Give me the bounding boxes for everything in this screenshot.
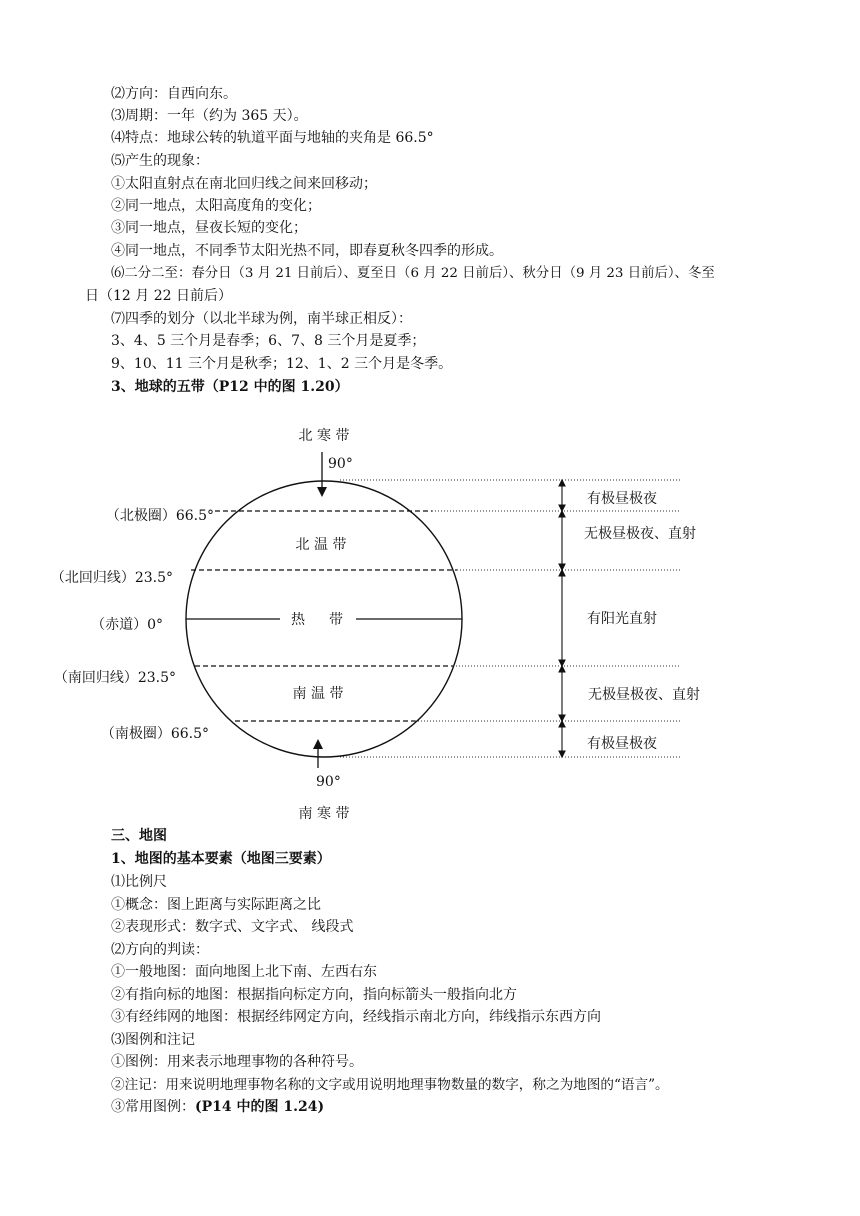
equator-label: （赤道）0° [91,617,163,633]
south-temperate-label: 南 温 带 [292,686,344,702]
text-line: 日（12 月 22 日前后） [85,288,232,304]
tropical-label-left: 热 [291,612,305,628]
text-line: ⑵方向：自西向东。 [111,86,237,102]
north-temperate-label: 北 温 带 [295,537,347,553]
antarctic-circle-label: （南极圈）66.5° [100,726,209,742]
text-line: ①图例：用来表示地理事物的各种符号。 [111,1054,363,1070]
text-line: ⑴比例尺 [111,874,167,890]
text-line: ④同一地点，不同季节太阳光热不同，即春夏秋冬四季的形成。 [111,243,503,259]
arctic-circle-label: （北极圈）66.5° [105,508,214,524]
subsection-heading: 1、地图的基本要素（地图三要素） [111,851,331,867]
section-heading: 3、地球的五带（P12 中的图 1.20） [111,379,349,395]
text-line: ③同一地点，昼夜长短的变化； [111,220,307,236]
text-line: ②注记：用来说明地理事物名称的文字或用说明地理事物数量的数字，称之为地图的“语言”。 [111,1077,669,1093]
text-line: ②表现形式：数字式、文字式、 线段式 [111,919,354,935]
text-line: ⑵方向的判读： [111,942,209,958]
text-line: ⑹二分二至：春分日（3 月 21 日前后）、夏至日（6 月 22 日前后）、秋分日（9 月 23 日前后）、冬至 [111,266,715,281]
south-frigid-zone-label: 南 寒 带 [298,806,350,822]
text-line: 3、4、5 三个月是春季；6、7、8 三个月是夏季； [111,333,426,349]
polar-day-night-north-label: 有极昼极夜 [587,491,657,507]
text-line: ①一般地图：面向地图上北下南、左西右东 [111,964,377,980]
range-arrows [559,480,565,757]
tropic-cancer-label: （北回归线）23.5° [50,570,173,586]
text-line: 9、10、11 三个月是秋季；12、1、2 三个月是冬季。 [111,356,453,372]
text-line: ③有经纬网的地图：根据经纬网定方向，经线指示南北方向，纬线指示东西方向 [111,1009,601,1025]
north-frigid-zone-label: 北 寒 带 [298,428,350,444]
no-polar-day-night-north-label: 无极昼极夜、直射 [584,526,696,542]
polar-day-night-south-label: 有极昼极夜 [587,736,657,752]
text-line: ①概念：图上距离与实际距离之比 [111,897,321,913]
legend-prefix: ③常用图例： [111,1099,195,1115]
text-line: ②有指向标的地图：根据指向标定方向，指向标箭头一般指向北方 [111,987,517,1003]
north-90-label: 90° [328,456,353,472]
text-line: ②同一地点，太阳高度角的变化； [111,198,321,214]
text-line: ⑶周期：一年（约为 365 天）。 [111,108,308,124]
text-line: ⑶图例和注记 [111,1032,195,1048]
section-heading-map: 三、地图 [111,828,167,844]
direct-sunlight-label: 有阳光直射 [587,611,657,627]
no-polar-day-night-south-label: 无极昼极夜、直射 [588,687,700,703]
tropical-label-right: 带 [329,612,343,628]
legend-figure-ref: (P14 中的图 1.24) [195,1099,325,1115]
south-90-label: 90° [316,774,341,790]
text-line: ⑺四季的划分（以北半球为例，南半球正相反）： [111,311,412,327]
text-line: ①太阳直射点在南北回归线之间来回移动； [111,176,377,192]
text-line-legend [111,1098,324,1116]
text-line: ⑷特点：地球公转的轨道平面与地轴的夹角是 66.5° [111,130,434,146]
text-line: ⑸产生的现象： [111,153,209,169]
tropic-capricorn-label: （南回归线）23.5° [53,670,176,686]
